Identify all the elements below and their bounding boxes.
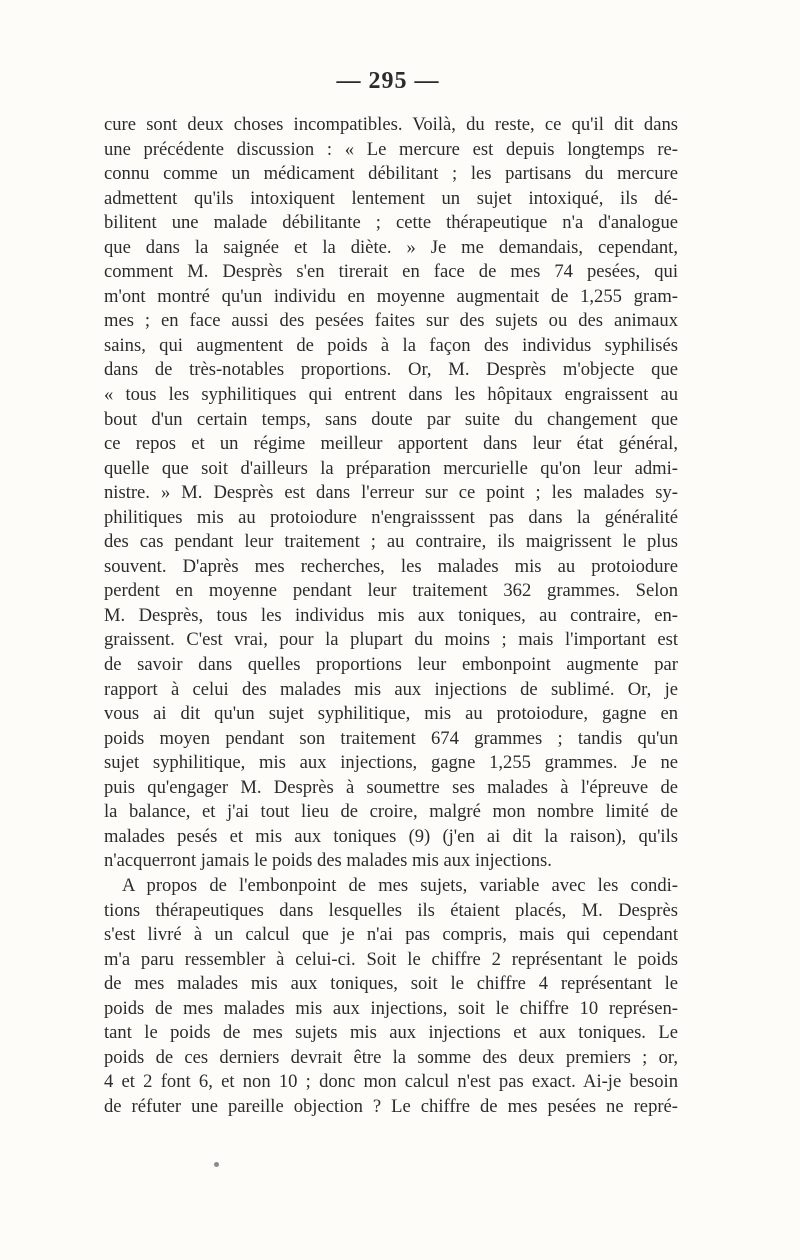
- text-line: nistre. » M. Desprès est dans l'erreur sur ce point ; les malades sy-: [104, 482, 678, 504]
- text-line: souvent. D'après mes recherches, les malades mis au protoiodure: [104, 555, 678, 577]
- text-line: admettent qu'ils intoxiquent lentement un sujet intoxiqué, ils dé-: [104, 187, 678, 209]
- text-line: ce repos et un régime meilleur apportent dans leur état général,: [104, 433, 678, 455]
- text-line: sujet syphilitique, mis aux injections, gagne 1,255 grammes. Je ne: [104, 752, 678, 774]
- paragraph-start-line: A propos de l'embonpoint de mes sujets, variable avec les condi-: [122, 874, 678, 896]
- text-line: quelle que soit d'ailleurs la préparation mercurielle qu'on leur admi-: [104, 457, 678, 479]
- text-line: que dans la saignée et la diète. » Je me demandais, cependant,: [104, 236, 678, 258]
- page-number: — 295 —: [336, 68, 440, 94]
- text-line: sains, qui augmentent de poids à la façon des individus syphilisés: [104, 334, 678, 356]
- text-line: 4 et 2 font 6, et non 10 ; donc mon calcul n'est pas exact. Ai-je besoin: [104, 1071, 678, 1093]
- text-line: m'ont montré qu'un individu en moyenne augmentait de 1,255 gram-: [104, 285, 678, 307]
- text-line: M. Desprès, tous les individus mis aux toniques, au contraire, en-: [104, 604, 678, 626]
- text-line: poids de mes malades mis aux injections, soit le chiffre 10 représen-: [104, 997, 678, 1019]
- text-line: vous ai dit qu'un sujet syphilitique, mis au protoiodure, gagne en: [104, 703, 678, 725]
- text-line: malades pesés et mis aux toniques (9) (j'en ai dit la raison), qu'ils: [104, 825, 678, 847]
- text-line: graissent. C'est vrai, pour la plupart du moins ; mais l'important est: [104, 629, 678, 651]
- text-line: une précédente discussion : « Le mercure est depuis longtemps re-: [104, 138, 678, 160]
- ink-speck: [214, 1162, 219, 1167]
- text-line: de mes malades mis aux toniques, soit le chiffre 4 représentant le: [104, 973, 678, 995]
- text-line: puis qu'engager M. Desprès à soumettre ses malades à l'épreuve de: [104, 776, 678, 798]
- text-line: bilitent une malade débilitante ; cette thérapeutique n'a d'analogue: [104, 212, 678, 234]
- text-line: la balance, et j'ai tout lieu de croire, malgré mon nombre limité de: [104, 801, 678, 823]
- text-line: philitiques mis au protoiodure n'engraisssent pas dans la généralité: [104, 506, 678, 528]
- text-line: cure sont deux choses incompatibles. Voilà, du reste, ce qu'il dit dans: [104, 114, 678, 135]
- text-line: tant le poids de mes sujets mis aux injections et aux toniques. Le: [104, 1022, 678, 1044]
- text-line: tions thérapeutiques dans lesquelles ils étaient placés, M. Desprès: [104, 899, 678, 921]
- text-line: rapport à celui des malades mis aux injections de sublimé. Or, je: [104, 678, 678, 700]
- text-line: des cas pendant leur traitement ; au contraire, ils maigrissent le plus: [104, 531, 678, 553]
- text-line: n'acquerront jamais le poids des malades mis aux injections.: [104, 850, 552, 872]
- text-line: m'a paru ressembler à celui-ci. Soit le chiffre 2 représentant le poids: [104, 948, 678, 970]
- text-line: bout d'un certain temps, sans doute par suite du changement que: [104, 408, 678, 430]
- body-text: [104, 113, 678, 1119]
- text-line: poids moyen pendant son traitement 674 grammes ; tandis qu'un: [104, 727, 678, 749]
- text-line: de réfuter une pareille objection ? Le chiffre de mes pesées ne repré-: [104, 1095, 678, 1117]
- text-line: « tous les syphilitiques qui entrent dans les hôpitaux engraissent au: [104, 384, 678, 406]
- text-line: comment M. Desprès s'en tirerait en face de mes 74 pesées, qui: [104, 261, 678, 283]
- text-line: s'est livré à un calcul que je n'ai pas compris, mais qui cependant: [104, 924, 678, 946]
- text-line: dans de très-notables proportions. Or, M. Desprès m'objecte que: [104, 359, 678, 381]
- text-line: de savoir dans quelles proportions leur embonpoint augmente par: [104, 654, 678, 676]
- text-line: connu comme un médicament débilitant ; les partisans du mercure: [104, 163, 678, 185]
- text-line: poids de ces derniers devrait être la somme des deux premiers ; or,: [104, 1046, 678, 1068]
- text-line: perdent en moyenne pendant leur traitement 362 grammes. Selon: [104, 580, 678, 602]
- text-line: mes ; en face aussi des pesées faites sur des sujets ou des animaux: [104, 310, 678, 332]
